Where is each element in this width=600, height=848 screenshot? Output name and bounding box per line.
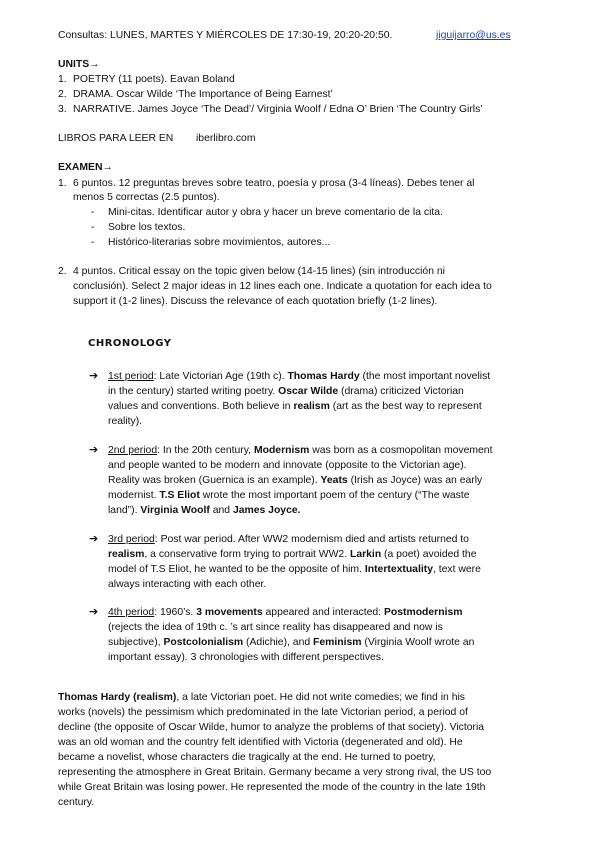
unit-item-poetry: POETRY (11 poets). Eavan Boland: [73, 74, 235, 85]
arrow-icon: ➔: [89, 370, 99, 382]
hardy-line: became a novelist, whose characters die tragically at the end. He turned to poetry,: [58, 752, 436, 763]
period-2-line: modernist. T.S Eliot wrote the most important poem of the century (“The waste: [108, 490, 470, 501]
period-2-line: Reality was broken (Guernica is an example). Yeats (Irish as Joyce) was an early: [108, 475, 483, 486]
arrow-icon: ➔: [89, 444, 99, 456]
hardy-line: works (novels) the pessimism which predominated in the late Victorian period, a period of: [58, 707, 468, 718]
examen-item-1: 6 puntos. 12 preguntas breves sobre teatro, poesía y prosa (3-4 líneas). Debes tener al: [73, 178, 475, 189]
chronology-heading: CHRONOLOGY: [88, 338, 172, 349]
period-3-line: realism, a conservative form trying to portrait WW2. Larkin (a poet) avoided the: [108, 549, 477, 560]
dash-marker: -: [91, 222, 95, 233]
arrow-icon: ➔: [89, 533, 99, 545]
period-1-line: reality).: [108, 416, 143, 427]
list-number: 2.: [58, 266, 67, 277]
unit-item-drama: DRAMA. Oscar Wilde ‘The Importance of Being Earnest’: [73, 89, 333, 100]
hardy-line: century.: [58, 797, 95, 808]
hardy-line: was an old woman and the country felt identified with Victoria (degenerated and old). He: [58, 737, 463, 748]
libros-label: LIBROS PARA LEER EN: [58, 133, 174, 144]
period-4-line: (rejects the idea of 19th c. ’s art since reality has disappeared and now is: [108, 622, 443, 633]
unit-item-narrative: NARRATIVE. James Joyce ‘The Dead’/ Virginia Woolf / Edna O’ Brien ‘The Country Girls’: [73, 104, 483, 115]
period-4-line: important essay). 3 chronologies with different perspectives.: [108, 652, 384, 663]
hardy-title: Thomas Hardy (realism): [58, 692, 177, 703]
email-link[interactable]: jiguijarro@us.es: [436, 30, 511, 41]
hardy-line: representing the atmosphere in Great Britain. Germany became a very strong rival, the US too: [58, 767, 492, 778]
period-4-line: 4th period: 1960’s. 3 movements appeared and interacted: Postmodernism: [108, 607, 463, 618]
libros-site: iberlibro.com: [196, 133, 256, 144]
period-2-label: 2nd period: [108, 445, 158, 456]
hardy-line: decline (the opposite of Oscar Wilde, humor to analyze the problems of that society). Victoria: [58, 722, 485, 733]
examen-subitem: Mini-citas. Identificar autor y obra y hacer un breve comentario de la cita.: [108, 207, 443, 218]
period-2-line: land”). Virginia Woolf and James Joyce.: [108, 505, 301, 516]
period-4-label: 4th period: [108, 607, 155, 618]
dash-marker: -: [91, 237, 95, 248]
examen-item-2-cont: conclusión). Select 2 major ideas in 12 lines each one. Indicate a quotation for each idea to: [73, 281, 492, 292]
examen-item-2-cont: support it (1-2 lines). Discuss the relevance of each quotation briefly (1-2 lines).: [73, 296, 438, 307]
hardy-line: Thomas Hardy (realism), a late Victorian poet. He did not write comedies; we find in his: [58, 692, 465, 703]
period-1-line: 1st period: Late Victorian Age (19th c). Thomas Hardy (the most important novelist: [108, 371, 491, 382]
examen-item-2: 4 puntos. Critical essay on the topic given below (14-15 lines) (sin introducción ni: [73, 266, 445, 277]
period-3-label: 3rd period: [108, 534, 155, 545]
dash-marker: -: [91, 207, 95, 218]
period-2-line: and people wanted to be modern and innovate (opposite to the Victorian age).: [108, 460, 467, 471]
period-2-line: 2nd period: In the 20th century, Modernism was born as a cosmopolitan movement: [108, 445, 493, 456]
examen-heading: EXAMEN→: [58, 162, 113, 173]
period-1-label: 1st period: [108, 371, 154, 382]
examen-subitem: Sobre los textos.: [108, 222, 186, 233]
list-number: 1.: [58, 178, 67, 189]
hardy-line: while Great Britain was losing power. He represented the mode of the country in the late 19th: [58, 782, 486, 793]
list-number: 3.: [58, 104, 67, 115]
list-number: 1.: [58, 74, 67, 85]
period-3-line: always interacting with each other.: [108, 579, 267, 590]
examen-subitem: Histórico-literarias sobre movimientos, autores...: [108, 237, 331, 248]
examen-item-1-cont: menos 5 correctas (2.5 puntos).: [73, 192, 220, 203]
units-heading: UNITS→: [58, 59, 100, 70]
period-1-line: values and conventions. Both believe in realism (art as the best way to represent: [108, 401, 482, 412]
period-3-line: model of T.S Eliot, he wanted to be the opposite of him. Intertextuality, text were: [108, 564, 481, 575]
period-3-line: 3rd period: Post war period. After WW2 modernism died and artists returned to: [108, 534, 469, 545]
period-1-line: in the century) started writing poetry. Oscar Wilde (drama) criticized Victorian: [108, 386, 464, 397]
arrow-icon: ➔: [89, 606, 99, 618]
consultation-hours: Consultas: LUNES, MARTES Y MIÉRCOLES DE 17:30-19, 20:20-20:50.: [58, 30, 393, 41]
list-number: 2.: [58, 89, 67, 100]
period-4-line: subjective), Postcolonialism (Adichie), and Feminism (Virginia Woolf wrote an: [108, 637, 475, 648]
